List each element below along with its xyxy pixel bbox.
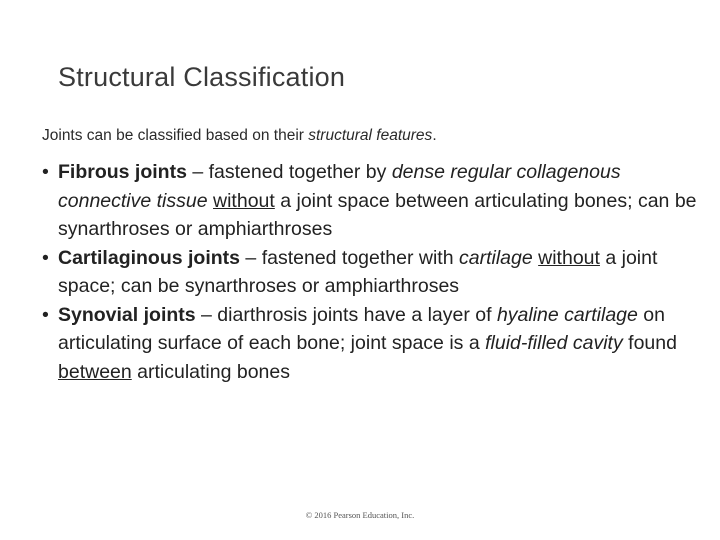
intro-text: Joints can be classified based on their structural features. bbox=[42, 127, 437, 144]
bullet-synovial-joints: • Synovial joints – diarthrosis joints have a layer of hyaline cartilage on articulating surface of each bone; joint space is a fluid-filled cavity found between articulating bones bbox=[42, 301, 702, 387]
bullet-marker: • bbox=[42, 303, 49, 326]
bullet-cartilaginous-joints: • Cartilaginous joints – fastened together with cartilage without a joint space; can be synarthroses or amphiarthroses bbox=[42, 244, 702, 301]
bullet-fibrous-joints: • Fibrous joints – fastened together by dense regular collagenous connective tissue without a joint space between articulating bones; can be synarthroses or amphiarthroses bbox=[42, 158, 702, 244]
bullet-list bbox=[42, 158, 702, 386]
intro-emphasis: structural features bbox=[308, 127, 433, 144]
bullet-marker: • bbox=[42, 246, 49, 269]
term-synovial-joints: Synovial joints bbox=[58, 303, 196, 326]
slide-title: Structural Classification bbox=[58, 62, 346, 92]
term-cartilaginous-joints: Cartilaginous joints bbox=[58, 246, 241, 269]
copyright-footer: © 2016 Pearson Education, Inc. bbox=[305, 510, 415, 520]
bullet-marker: • bbox=[42, 161, 49, 183]
term-fibrous-joints: Fibrous joints bbox=[58, 161, 187, 183]
